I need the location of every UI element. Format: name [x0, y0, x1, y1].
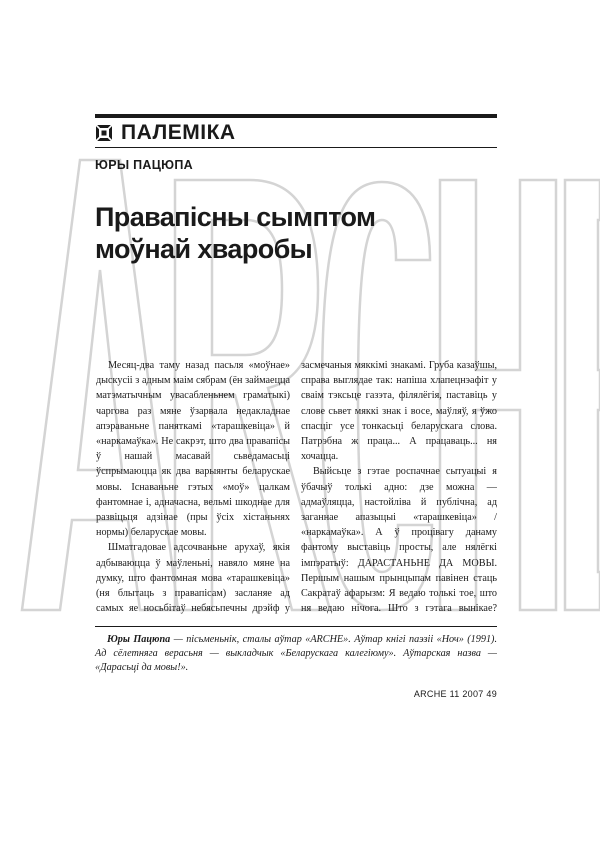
right-paragraph-2: Выйсьце з гэтае роспачнае сытуацыі я ўбачыў толькі адно: дзе можна — адмаўляцца, настойліва й публічна, ад заганнае апазыцыі «тарашкевіца» / «наркамаўка». А ў процівагу данаму фантому выставіць просты, але нялёгкі імпэратыў: ДАРАСТАНЬНЕ ДА МОВЫ. Першым нашым прынцыпам павінен стаць Сакратаў афарызм: Я ведаю толькі тое, што ня ведаю нічога. Што з гэтага вынікае?: [301, 466, 497, 615]
right-column: [301, 358, 497, 616]
bio-text: — пісьменьнік, сталы аўтар «ARCHE». Аўтар кнігі паэзіі «Ноч» (1991). Ад сёлетняга верасьня — выкладчык «Беларускага калегіюму». Аўтарская назва — «Дарасьці да мовы!».: [95, 634, 497, 673]
author-bio: [95, 633, 497, 675]
title-line-2: моўнай хваробы: [95, 234, 313, 264]
left-paragraph-2: Шматгадовае адсочваньне арухаў, якія адбываюцца ў маўленьні, навяло мяне на думку, што фантомная мова «тарашкевіца» (ня блытаць з правапісам) засланяе ад самых яе носьбітаў небясьпечны дрэйф у: [96, 542, 290, 615]
section-header: [95, 120, 236, 146]
left-column: [96, 358, 290, 616]
top-rule: [95, 114, 497, 118]
page-footer: ARCHE 11 2007 49: [413, 689, 497, 699]
section-rule: [95, 147, 497, 148]
section-label: ПАЛЕМІКА: [121, 121, 236, 144]
bio-rule: [95, 626, 497, 627]
right-paragraph-1: засмечаныя мяккімі знакамі. Груба казаўшы, справа выглядае так: напіша хлапецнэафіт у сваім тэксьце газэта, філялёгія, паставіць у слове сьвет мяккі знак і восе, маўляў, я ўжо спасціг усе тонкасьці беларускага слова. Патрэбна ж праца... А працаваць... ня хочацца.: [301, 360, 497, 463]
bio-name: Юры Пацюпа: [107, 634, 171, 645]
left-paragraph-1: Месяц-два таму назад пасьля «моўнае» дыскусіі з адным маім сябрам (ён займаецца матэматычным увасабленьнем граматыкі) чаргова раз мяне ўзарвала недакладнае апэраваньне паняткамі «тарашкевіца» й «наркамаўка». Не сакрэт, што два правапісы ў нашай масавай сьведамасьці ўспрымаюцца як два варыянты беларускае мовы. Існаваньне гэтых «моў» цалкам фантомнае і, адначасна, вельмі шкоднае для развіцьця адзінае (пры ўсіх хістаньнях нормы) беларускае мовы.: [96, 360, 290, 539]
author-name: ЮРЫ ПАЦЮПА: [95, 158, 193, 172]
square-badge-icon: [95, 124, 113, 142]
article-title: [95, 201, 515, 265]
title-line-1: Правапісны сымптом: [95, 202, 376, 232]
